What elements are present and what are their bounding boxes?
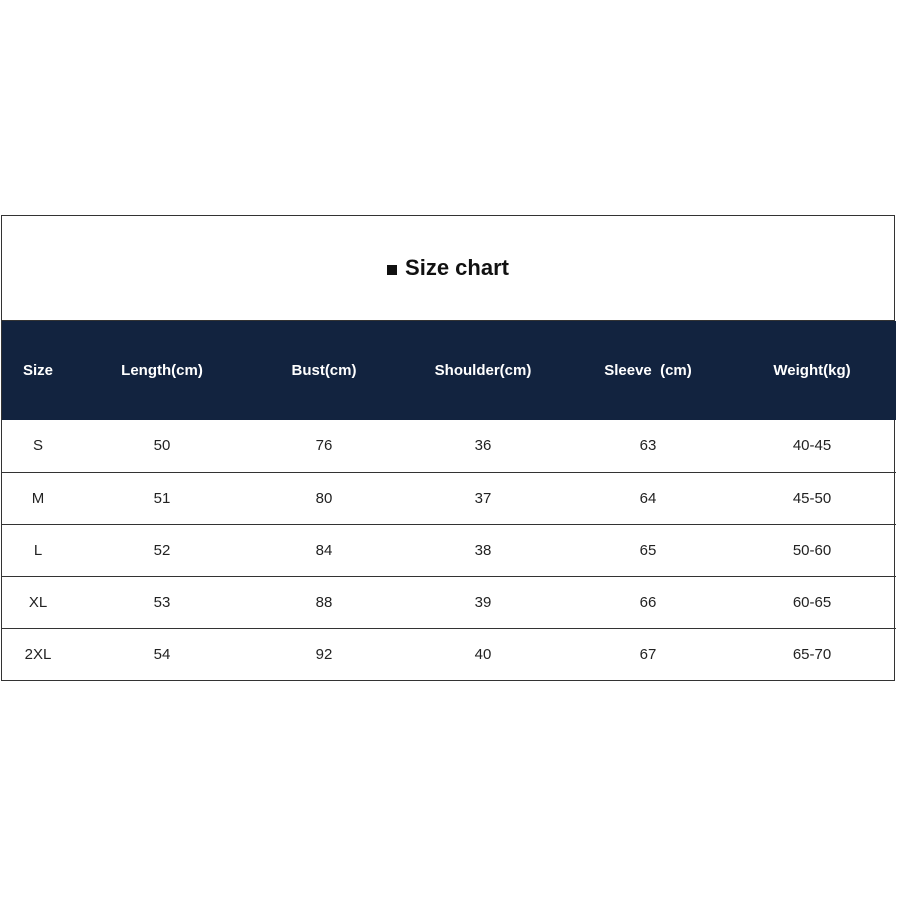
cell-shoulder: 40 (474, 645, 492, 663)
cell-size: M (31, 489, 45, 507)
cell-shoulder: 37 (474, 489, 492, 507)
table-header (2, 321, 896, 420)
chart-title (387, 255, 509, 281)
cell-length: 54 (153, 645, 171, 663)
column-header-length: Length(cm) (121, 362, 203, 379)
cell-length: 51 (153, 489, 171, 507)
cell-bust: 88 (315, 593, 333, 611)
cell-weight: 45-50 (792, 489, 832, 507)
cell-shoulder: 36 (474, 437, 492, 455)
column-header-sleeve: Sleeve (cm) (604, 362, 692, 379)
cell-size: XL (28, 593, 48, 611)
cell-length: 52 (153, 541, 171, 559)
column-header-shoulder: Shoulder(cm) (434, 362, 532, 379)
column-header-bust: Bust(cm) (291, 362, 357, 379)
cell-sleeve: 65 (639, 541, 657, 559)
cell-sleeve: 63 (639, 437, 657, 455)
table-row (2, 628, 896, 680)
cell-weight: 65-70 (792, 645, 832, 663)
cell-weight: 50-60 (792, 541, 832, 559)
cell-length: 50 (153, 437, 171, 455)
header-row (2, 321, 896, 420)
cell-sleeve: 67 (639, 645, 657, 663)
square-bullet-icon (387, 265, 397, 275)
cell-bust: 84 (315, 541, 333, 559)
size-chart-table-container (1, 215, 895, 681)
size-table (2, 321, 896, 680)
cell-bust: 76 (315, 437, 333, 455)
table-row (2, 576, 896, 628)
cell-shoulder: 39 (474, 593, 492, 611)
table-body (2, 420, 896, 680)
column-header-size: Size (22, 362, 53, 379)
cell-weight: 40-45 (792, 437, 832, 455)
title-row (2, 216, 894, 321)
cell-size: L (33, 541, 43, 559)
table-row (2, 420, 896, 472)
cell-length: 53 (153, 593, 171, 611)
cell-sleeve: 64 (639, 489, 657, 507)
cell-size: 2XL (24, 645, 52, 663)
cell-sleeve: 66 (639, 593, 657, 611)
cell-bust: 92 (315, 645, 333, 663)
chart-title-text: Size chart (405, 255, 509, 280)
cell-bust: 80 (315, 489, 333, 507)
cell-weight: 60-65 (792, 593, 832, 611)
column-header-weight: Weight(kg) (773, 362, 851, 379)
table-row (2, 472, 896, 524)
cell-shoulder: 38 (474, 541, 492, 559)
table-row (2, 524, 896, 576)
cell-size: S (32, 437, 43, 455)
